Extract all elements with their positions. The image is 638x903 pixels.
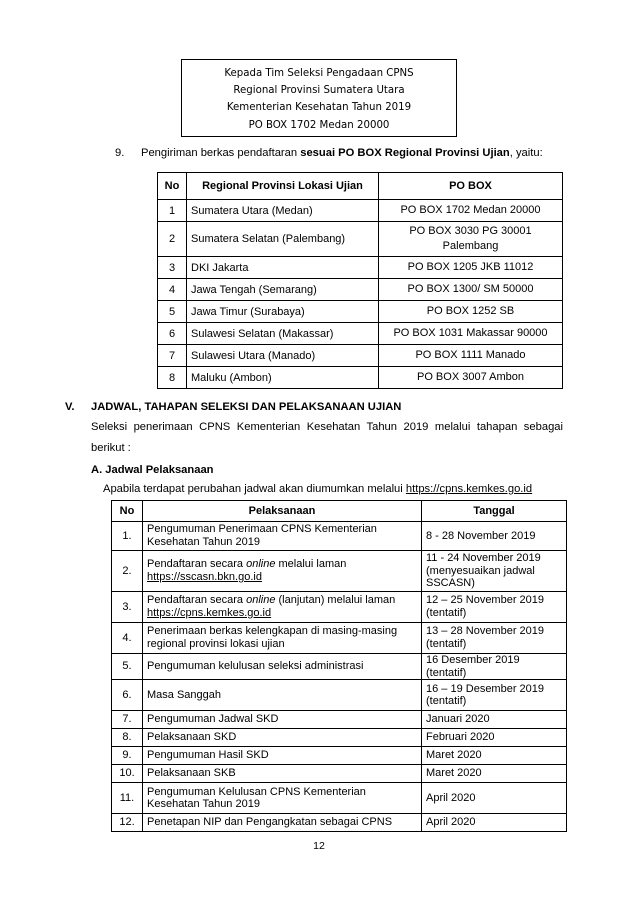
address-line: Regional Provinsi Sumatera Utara bbox=[233, 85, 405, 97]
cell-event: Pengumuman Hasil SKD bbox=[143, 747, 422, 765]
section-number: V. bbox=[65, 401, 75, 413]
section-title: JADWAL, TAHAPAN SELEKSI DAN PELAKSANAAN UJIAN bbox=[91, 401, 402, 413]
header-no: No bbox=[158, 173, 187, 200]
event-italic: online bbox=[246, 558, 276, 571]
event-line: Penerimaan berkas kelengkapan di masing-masing bbox=[147, 625, 398, 638]
cell-event: Pengumuman Jadwal SKD bbox=[143, 711, 422, 729]
date-line: SSCASN) bbox=[426, 577, 475, 590]
pobox-line: Palembang bbox=[442, 240, 499, 252]
event-line: Kesehatan Tahun 2019 bbox=[147, 536, 260, 548]
table-header-row bbox=[112, 501, 567, 522]
cell-no: 10. bbox=[112, 765, 143, 783]
cell-region: Jawa Timur (Surabaya) bbox=[187, 301, 379, 323]
date-line: (tentatif) bbox=[426, 695, 467, 708]
cell-date: Maret 2020 bbox=[422, 765, 567, 783]
event-line: Pengumuman Penerimaan CPNS Kementerian bbox=[147, 523, 377, 536]
cell-date bbox=[422, 680, 567, 711]
event-line: regional provinsi lokasi ujian bbox=[147, 638, 285, 650]
cell-no: 4 bbox=[158, 279, 187, 301]
cell-no: 7. bbox=[112, 711, 143, 729]
cell-no: 4. bbox=[112, 623, 143, 654]
event-line: Kesehatan Tahun 2019 bbox=[147, 798, 260, 811]
address-line: Kementerian Kesehatan Tahun 2019 bbox=[226, 102, 412, 114]
header-date: Tanggal bbox=[422, 501, 567, 522]
cell-event bbox=[143, 522, 422, 551]
po-box-table bbox=[157, 172, 563, 389]
cell-date: Maret 2020 bbox=[422, 747, 567, 765]
event-text: Pendaftaran secara bbox=[147, 558, 247, 571]
cell-date bbox=[422, 592, 567, 623]
cell-region: Sulawesi Utara (Manado) bbox=[187, 345, 379, 367]
event-text: melalui laman bbox=[275, 558, 347, 571]
date-line: (tentatif) bbox=[426, 638, 467, 650]
cell-no: 3. bbox=[112, 592, 143, 623]
cell-pobox: PO BOX 3007 Ambon bbox=[379, 367, 563, 389]
cell-pobox bbox=[379, 222, 563, 257]
header-pobox: PO BOX bbox=[379, 173, 563, 200]
cell-no: 6. bbox=[112, 680, 143, 711]
table-row bbox=[112, 765, 567, 783]
cell-date bbox=[422, 623, 567, 654]
cell-pobox: PO BOX 1300/ SM 50000 bbox=[379, 279, 563, 301]
event-link[interactable]: https://sscasn.bkn.go.id bbox=[147, 571, 262, 583]
table-row bbox=[112, 783, 567, 814]
event-italic: online bbox=[246, 594, 276, 607]
cell-region: Maluku (Ambon) bbox=[187, 367, 379, 389]
table-row bbox=[158, 279, 563, 301]
note-link[interactable]: https://cpns.kemkes.go.id bbox=[405, 483, 533, 495]
cell-no: 1 bbox=[158, 200, 187, 222]
header-event: Pelaksanaan bbox=[143, 501, 422, 522]
address-line: Kepada Tim Seleksi Pengadaan CPNS bbox=[224, 68, 414, 79]
cell-no: 7 bbox=[158, 345, 187, 367]
cell-event bbox=[143, 551, 422, 592]
table-row bbox=[158, 367, 563, 389]
address-box bbox=[181, 59, 457, 137]
cell-date: April 2020 bbox=[422, 814, 567, 832]
table-header-row bbox=[158, 173, 563, 200]
table-row bbox=[112, 680, 567, 711]
cell-no: 5. bbox=[112, 654, 143, 680]
page-number: 12 bbox=[313, 840, 325, 852]
cell-event bbox=[143, 783, 422, 814]
date-line: 11 - 24 November 2019 bbox=[426, 552, 541, 565]
item9-paragraph bbox=[141, 147, 543, 159]
cell-region: DKI Jakarta bbox=[187, 257, 379, 279]
date-line: 12 – 25 November 2019 bbox=[426, 594, 545, 607]
header-region: Regional Provinsi Lokasi Ujian bbox=[187, 173, 379, 200]
cell-date: 8 - 28 November 2019 bbox=[422, 522, 567, 551]
cell-region: Jawa Tengah (Semarang) bbox=[187, 279, 379, 301]
table-row bbox=[112, 522, 567, 551]
cell-pobox: PO BOX 1205 JKB 11012 bbox=[379, 257, 563, 279]
date-line: (menyesuaikan jadwal bbox=[426, 564, 535, 577]
schedule-note bbox=[103, 483, 532, 495]
event-line bbox=[147, 558, 417, 571]
cell-event: Pengumuman kelulusan seleksi administrasi bbox=[143, 654, 422, 680]
cell-no: 11. bbox=[112, 783, 143, 814]
table-row bbox=[112, 711, 567, 729]
note-text: Apabila terdapat perubahan jadwal akan diumumkan melalui bbox=[103, 483, 406, 495]
table-row bbox=[112, 592, 567, 623]
cell-date: April 2020 bbox=[422, 783, 567, 814]
table-row bbox=[158, 200, 563, 222]
cell-no: 6 bbox=[158, 323, 187, 345]
date-line: 13 – 28 November 2019 bbox=[426, 625, 545, 638]
cell-event: Pelaksanaan SKD bbox=[143, 729, 422, 747]
table-row bbox=[158, 257, 563, 279]
cell-event: Pelaksanaan SKB bbox=[143, 765, 422, 783]
table-row bbox=[158, 301, 563, 323]
event-link[interactable]: https://cpns.kemkes.go.id bbox=[147, 607, 272, 619]
cell-no: 8 bbox=[158, 367, 187, 389]
cell-date bbox=[422, 551, 567, 592]
cell-region: Sulawesi Selatan (Makassar) bbox=[187, 323, 379, 345]
table-row bbox=[112, 551, 567, 592]
item9-text-end: , yaitu: bbox=[509, 147, 543, 159]
table-row bbox=[112, 654, 567, 680]
cell-pobox: PO BOX 1111 Manado bbox=[379, 345, 563, 367]
address-line: PO BOX 1702 Medan 20000 bbox=[248, 119, 390, 131]
table-row bbox=[158, 323, 563, 345]
item9-text: Pengiriman berkas pendaftaran bbox=[141, 147, 301, 159]
item9-bold-text: sesuai PO BOX Regional Provinsi Ujian bbox=[300, 147, 510, 159]
date-line: 16 – 19 Desember 2019 bbox=[426, 682, 545, 695]
header-no: No bbox=[112, 501, 143, 522]
table-row bbox=[158, 222, 563, 257]
cell-no: 5 bbox=[158, 301, 187, 323]
cell-date: Januari 2020 bbox=[422, 711, 567, 729]
table-row bbox=[112, 623, 567, 654]
table-row bbox=[112, 729, 567, 747]
event-text: (lanjutan) melalui laman bbox=[275, 594, 396, 607]
list-number: 9. bbox=[115, 147, 125, 159]
cell-no: 3 bbox=[158, 257, 187, 279]
cell-no: 8. bbox=[112, 729, 143, 747]
event-text: Pendaftaran secara bbox=[147, 594, 247, 607]
cell-event: Penetapan NIP dan Pengangkatan sebagai CPNS bbox=[143, 814, 422, 832]
subsection-title: A. Jadwal Pelaksanaan bbox=[91, 464, 214, 476]
cell-event: Masa Sanggah bbox=[143, 680, 422, 711]
event-line: Pengumuman Kelulusan CPNS Kementerian bbox=[147, 785, 366, 798]
cell-no: 2 bbox=[158, 222, 187, 257]
section-paragraph-line: berikut : bbox=[91, 442, 131, 454]
cell-pobox: PO BOX 1031 Makassar 90000 bbox=[379, 323, 563, 345]
pobox-line: PO BOX 3030 PG 30001 bbox=[409, 225, 532, 237]
cell-region: Sumatera Selatan (Palembang) bbox=[187, 222, 379, 257]
table-row bbox=[158, 345, 563, 367]
event-line bbox=[147, 594, 417, 607]
cell-no: 12. bbox=[112, 814, 143, 832]
section-paragraph-line: Seleksi penerimaan CPNS Kementerian Kesehatan Tahun 2019 melalui tahapan sebagai bbox=[91, 421, 563, 433]
cell-date: 16 Desember 2019 (tentatif) bbox=[422, 654, 567, 680]
cell-event bbox=[143, 592, 422, 623]
cell-pobox: PO BOX 1252 SB bbox=[379, 301, 563, 323]
cell-no: 1. bbox=[112, 522, 143, 551]
table-row bbox=[112, 814, 567, 832]
cell-pobox: PO BOX 1702 Medan 20000 bbox=[379, 200, 563, 222]
date-line: (tentatif) bbox=[426, 607, 467, 619]
cell-region: Sumatera Utara (Medan) bbox=[187, 200, 379, 222]
cell-date: Februari 2020 bbox=[422, 729, 567, 747]
cell-event bbox=[143, 623, 422, 654]
schedule-table bbox=[111, 500, 567, 832]
cell-no: 9. bbox=[112, 747, 143, 765]
table-row bbox=[112, 747, 567, 765]
cell-no: 2. bbox=[112, 551, 143, 592]
